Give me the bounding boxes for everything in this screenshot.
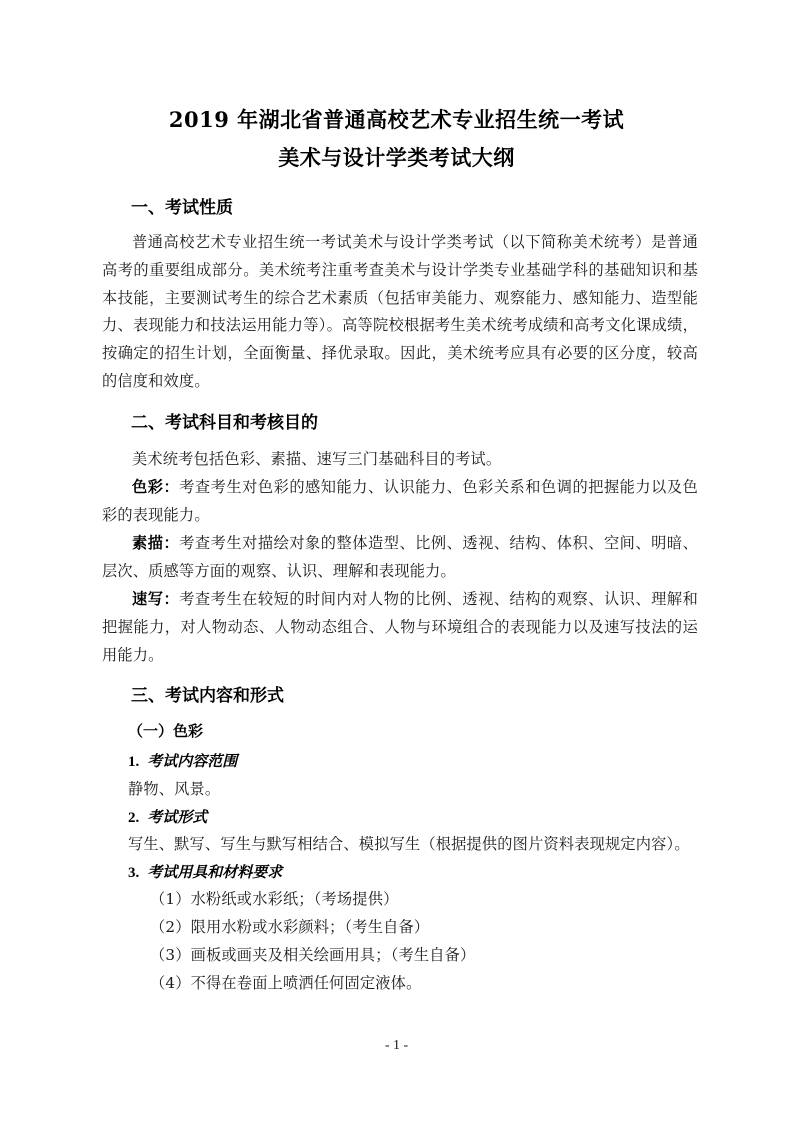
item-heading-materials: 3. 考试用具和材料要求 [128, 863, 283, 881]
subject-sketch-label: 素描： [132, 534, 180, 552]
item-heading-exam-form: 2. 考试形式 [128, 808, 208, 826]
section-heading-subjects: 二、考试科目和考核目的 [131, 413, 318, 433]
materials-item: （1）水粉纸或水彩纸；（考场提供） [150, 890, 399, 908]
materials-item: （2）限用水粉或水彩颜料；（考生自备） [150, 918, 430, 936]
page-number: - 1 - [384, 1038, 409, 1053]
subject-sketch [102, 530, 698, 586]
subject-quick-sketch [102, 586, 698, 669]
exam-nature-paragraph: 普通高校艺术专业招生统一考试美术与设计学类考试（以下简称美术统考）是普通高考的重要组成部分。美术统考注重考查美术与设计学类专业基础学科的基础知识和基本技能，主要测试考生的综合艺术素质（包括审美能力、观察能力、感知能力、造型能力、表现能力和技法运用能力等）。高等院校根据考生美术统考成绩和高考文化课成绩，按确定的招生计划，全面衡量、择优录取。因此，美术统考应具有必要的区分度，较高的信度和效度。 [102, 233, 698, 390]
subjects-intro: 美术统考包括色彩、素描、速写三门基础科目的考试。 [132, 450, 502, 468]
exam-form-text: 写生、默写、写生与默写相结合、模拟写生（根据提供的图片资料表现规定内容）。 [128, 835, 690, 853]
subject-sketch-text: 考查考生对描绘对象的整体造型、比例、透视、结构、体积、空间、明暗、层次、质感等方面的观察、认识、理解和表现能力。 [102, 534, 698, 580]
materials-item: （4）不得在卷面上喷洒任何固定液体。 [150, 974, 422, 992]
document-title-line2: 美术与设计学类考试大纲 [278, 145, 515, 170]
subsection-heading-color: （一）色彩 [128, 722, 204, 740]
document-title-line1: 2019 年湖北省普通高校艺术专业招生统一考试 [168, 107, 625, 132]
section-heading-exam-nature: 一、考试性质 [131, 198, 233, 218]
item-heading-content-scope: 1. 考试内容范围 [128, 752, 238, 770]
subject-color-label: 色彩： [132, 478, 180, 496]
subject-color-text: 考查考生对色彩的感知能力、认识能力、色彩关系和色调的把握能力以及色彩的表现能力。 [102, 478, 698, 524]
subject-quick-sketch-label: 速写： [132, 590, 180, 608]
section-heading-content-form: 三、考试内容和形式 [131, 686, 284, 706]
subject-quick-sketch-text: 考查考生在较短的时间内对人物的比例、透视、结构的观察、认识、理解和把握能力，对人物动态、人物动态组合、人物与环境组合的表现能力以及速写技法的运用能力。 [102, 590, 698, 664]
materials-item: （3）画板或画夹及相关绘画用具；（考生自备） [150, 946, 476, 964]
content-scope-text: 静物、风景。 [128, 780, 221, 798]
subject-color [102, 474, 698, 530]
